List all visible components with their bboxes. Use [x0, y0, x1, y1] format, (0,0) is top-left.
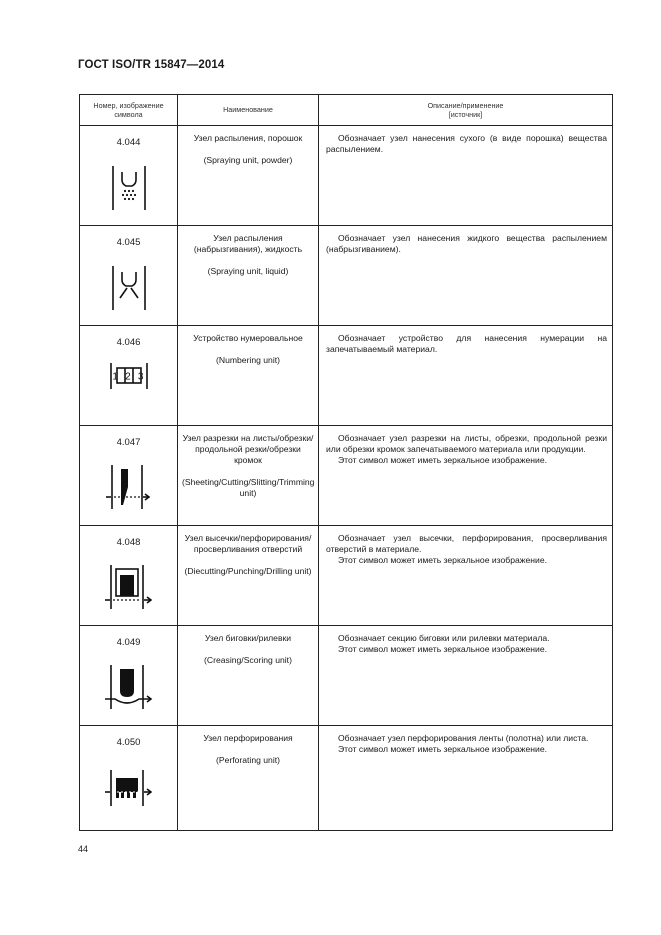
symbol-cell — [80, 326, 178, 426]
description-text: Обозначает секцию биговки или рилевки материала. — [338, 633, 550, 643]
symbol-number: 4.046 — [116, 337, 141, 348]
table-row — [80, 726, 613, 831]
description-cell — [319, 326, 613, 426]
table-row — [80, 626, 613, 726]
name-cell — [178, 326, 319, 426]
description-text: Обозначает узел перфорирования ленты (полотна) или листа. — [338, 733, 589, 743]
symbol-number: 4.049 — [116, 637, 141, 648]
name-ru: Узел высечки/перфорирования/просверливания отверстий — [184, 533, 312, 554]
name-ru: Узел перфорирования — [203, 733, 293, 743]
name-cell — [178, 726, 319, 831]
creasing-scoring-icon — [103, 663, 155, 711]
spraying-liquid-icon — [109, 264, 149, 312]
numbering-digits: 1 2 3 — [111, 371, 146, 383]
table-row — [80, 426, 613, 526]
document-title: ГОСТ ISO/TR 15847—2014 — [78, 59, 225, 71]
description-text: Обозначает устройство для нанесения нумерации на запечатываемый материал. — [326, 333, 607, 354]
name-cell — [178, 126, 319, 226]
header-description-label: Описание/применение — [427, 100, 504, 110]
description-text: Обозначает узел нанесения сухого (в виде порошка) вещества распылением. — [326, 133, 607, 154]
name-ru: Узел распыления (набрызгивания), жидкость — [193, 233, 303, 254]
perforating-unit-icon — [103, 768, 155, 808]
name-en: (Spraying unit, powder) — [203, 155, 293, 165]
description-text: Обозначает узел высечки, перфорирования, просверливания отверстий в материале. — [326, 533, 607, 554]
name-cell — [178, 626, 319, 726]
name-en: (Diecutting/Punching/Drilling unit) — [184, 566, 312, 576]
description-cell — [319, 226, 613, 326]
name-en: (Perforating unit) — [215, 755, 280, 765]
header-source-label: [источник] — [448, 110, 483, 119]
symbol-cell — [80, 226, 178, 326]
name-cell — [178, 226, 319, 326]
numbering-unit-icon — [108, 362, 150, 390]
name-ru: Устройство нумеровальное — [193, 333, 303, 343]
symbols-table — [79, 94, 613, 831]
description-cell — [319, 126, 613, 226]
header-name: Наименование — [178, 95, 319, 126]
name-cell — [178, 526, 319, 626]
description-text: Обозначает узел нанесения жидкого вещества распылением (набрызгиванием). — [326, 233, 607, 254]
symbol-cell — [80, 726, 178, 831]
symbol-cell — [80, 526, 178, 626]
name-en: (Spraying unit, liquid) — [207, 266, 289, 276]
table-header-row — [80, 95, 613, 126]
table-row — [80, 326, 613, 426]
header-description — [319, 95, 613, 126]
name-ru: Узел распыления, порошок — [193, 133, 303, 143]
symbol-cell — [80, 626, 178, 726]
description-text: Обозначает узел разрезки на листы, обрезки, продольной резки или обрезки кромок запечатываемого материала или продукции. — [326, 433, 607, 454]
mirror-note: Этот символ может иметь зеркальное изображение. — [338, 644, 548, 654]
symbol-number: 4.047 — [116, 437, 141, 448]
table-row — [80, 526, 613, 626]
table-row — [80, 226, 613, 326]
description-cell — [319, 726, 613, 831]
description-cell — [319, 426, 613, 526]
description-cell — [319, 626, 613, 726]
page-number: 44 — [78, 844, 89, 854]
mirror-note: Этот символ может иметь зеркальное изображение. — [338, 455, 548, 465]
diecutting-punching-icon — [103, 563, 155, 611]
table-row — [80, 126, 613, 226]
name-cell — [178, 426, 319, 526]
symbol-cell — [80, 126, 178, 226]
symbol-number: 4.044 — [116, 137, 141, 148]
symbol-number: 4.045 — [116, 237, 141, 248]
name-ru: Узел биговки/рилевки — [204, 633, 292, 643]
symbol-number: 4.050 — [116, 737, 141, 748]
spraying-powder-icon — [109, 164, 149, 212]
name-en: (Creasing/Scoring unit) — [204, 655, 292, 665]
mirror-note: Этот символ может иметь зеркальное изображение. — [338, 555, 548, 565]
name-en: (Numbering unit) — [216, 355, 280, 365]
sheeting-cutting-icon — [104, 463, 154, 511]
symbol-cell — [80, 426, 178, 526]
description-cell — [319, 526, 613, 626]
name-ru: Узел разрезки на листы/обрезки/продольной резки/обрезки кромок — [182, 433, 314, 465]
mirror-note: Этот символ может иметь зеркальное изображение. — [338, 744, 548, 754]
header-number: Номер, изображение символа — [80, 95, 178, 126]
name-en: (Sheeting/Cutting/Slitting/Trimming unit) — [182, 477, 315, 498]
symbol-number: 4.048 — [116, 537, 141, 548]
